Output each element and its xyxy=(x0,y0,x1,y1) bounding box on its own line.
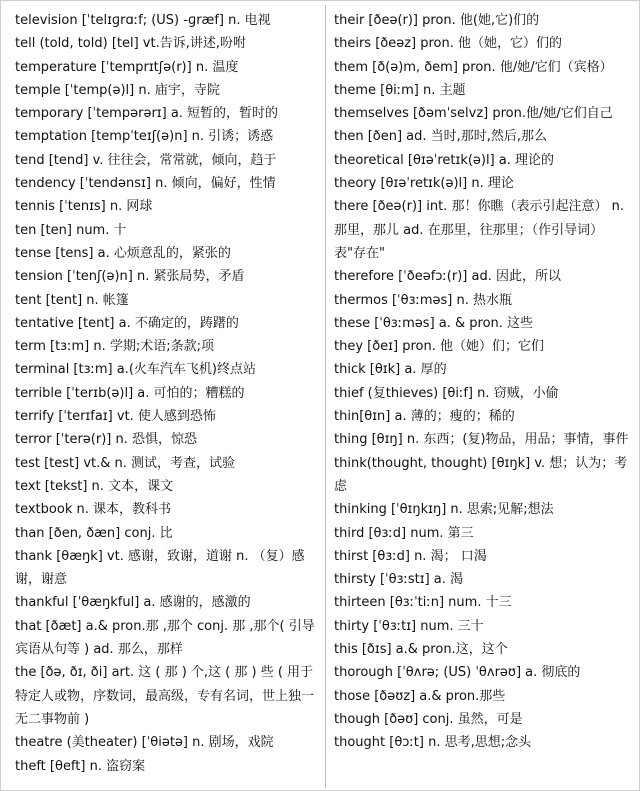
vocab-entry: thorough [ˈθʌrə; (US) ˈθʌrəʊ] a. 彻底的 xyxy=(334,665,581,681)
column-divider xyxy=(325,5,326,788)
vocab-entry: temporary [ˈtempərərɪ] a. 短暂的，暂时的 xyxy=(15,106,279,122)
vocab-entry: thick [θɪk] a. 厚的 xyxy=(334,362,447,378)
vocab-entry: thirsty [ˈθɜːstɪ] a. 渴 xyxy=(334,572,464,588)
vocab-entry: television [ˈtelɪɡrɑːf; (US) -ɡræf] n. 电视 xyxy=(15,13,271,28)
vocab-entry: terrible [ˈterɪb(ə)l] a. 可怕的；糟糕的 xyxy=(15,385,245,401)
vocab-entry: than [ðen, ðæn] conj. 比 xyxy=(15,525,173,541)
vocab-entry: tentative [tent] a. 不确定的，踌躇的 xyxy=(15,315,239,331)
vocab-entry: then [ðen] ad. 当时,那时,然后,那么 xyxy=(334,129,548,145)
vocab-entry: they [ðeɪ] pron. 他（她）们；它们 xyxy=(334,339,544,355)
vocab-entry: terrify [ˈterɪfaɪ] vt. 使人感到恐怖 xyxy=(15,409,216,425)
vocab-entry: tendency [ˈtendənsɪ] n. 倾向，偏好，性情 xyxy=(15,176,276,192)
vocab-entry: thirty [ˈθɜːtɪ] num. 三十 xyxy=(334,618,484,634)
vocab-entry: them [ð(ə)m, ðem] pron. 他/她/它们（宾格） xyxy=(334,59,613,75)
vocab-entry: though [ðəʊ] conj. 虽然，可是 xyxy=(334,711,523,727)
vocab-entry: thirst [θɜːd] n. 渴； 口渴 xyxy=(334,548,487,564)
vocab-entry: theft [θeft] n. 盗窃案 xyxy=(15,758,146,774)
vocab-entry: therefore [ˈðeəfɔː(r)] ad. 因此，所以 xyxy=(334,269,561,285)
vocab-entry: there [ðeə(r)] int. 那！你瞧（表示引起注意） n. 那里，那儿 ad. 在那里，往那里；（作引导词）表"存在" xyxy=(334,199,624,261)
vocab-entry: tennis [ˈtenɪs] n. 网球 xyxy=(15,199,153,215)
vocab-entry: tend [tend] v. 往往会，常常就，倾向，趋于 xyxy=(15,152,277,168)
vocab-entry: those [ðəʊz] a.& pron.那些 xyxy=(334,688,506,704)
right-column xyxy=(334,9,634,755)
vocab-entry: thought [θɔːt] n. 思考,思想;念头 xyxy=(334,735,532,751)
vocab-entry: tense [tens] a. 心烦意乱的，紧张的 xyxy=(15,245,231,261)
vocab-entry: their [ðeə(r)] pron. 他(她,它)们的 xyxy=(334,13,540,28)
vocab-entry: tent [tent] n. 帐篷 xyxy=(15,292,129,308)
vocab-entry: thirteen [θɜːˈtiːn] num. 十三 xyxy=(334,595,512,611)
vocab-entry: theory [θɪəˈretɪk(ə)l] n. 理论 xyxy=(334,176,514,192)
vocab-entry: terminal [tɜːm] a.(火车汽车飞机)终点站 xyxy=(15,362,257,378)
vocab-entry: thing [θɪŋ] n. 东西；(复)物品，用品；事情，事件 xyxy=(334,432,629,448)
vocab-entry: temperature [ˈtemprɪtʃə(r)] n. 温度 xyxy=(15,59,239,75)
vocab-entry: that [ðæt] a.& pron.那 ,那个 conj. 那 ,那个( 引导宾语从句等 ) ad. 那么，那样 xyxy=(15,618,315,658)
vocab-entry: thinking [ˈθɪŋkɪŋ] n. 思索;见解;想法 xyxy=(334,502,554,518)
vocab-entry: temptation [tempˈteɪʃ(ə)n] n. 引诱；诱惑 xyxy=(15,129,274,145)
vocab-entry: thief (复thieves) [θiːf] n. 窃贼，小偷 xyxy=(334,385,559,401)
vocab-entry: terror [ˈterə(r)] n. 恐惧，惊恐 xyxy=(15,432,197,448)
vocab-entry: temple [ˈtemp(ə)l] n. 庙宇，寺院 xyxy=(15,82,220,98)
vocab-entry: theirs [ðeəz] pron. 他（她，它）们的 xyxy=(334,36,563,52)
vocab-entry: tension [ˈtenʃ(ə)n] n. 紧张局势，矛盾 xyxy=(15,269,245,285)
vocab-entry: textbook n. 课本，教科书 xyxy=(15,502,171,518)
vocab-entry: thin[θɪn] a. 薄的；瘦的；稀的 xyxy=(334,409,515,425)
left-column xyxy=(15,9,315,778)
vocab-entry: theoretical [θɪəˈretɪk(ə)l] a. 理论的 xyxy=(334,152,555,168)
vocab-entry: third [θɜːd] num. 第三 xyxy=(334,525,474,541)
vocab-entry: ten [ten] num. 十 xyxy=(15,222,127,238)
vocab-entry: text [tekst] n. 文本，课文 xyxy=(15,478,174,494)
vocab-entry: term [tɜːm] n. 学期;术语;条款;项 xyxy=(15,339,214,355)
vocab-entry: this [ðɪs] a.& pron.这，这个 xyxy=(334,642,508,658)
vocab-entry: themselves [ðəmˈselvz] pron.他/她/它们自己 xyxy=(334,106,613,122)
vocab-entry: theatre (美theater) [ˈθiətə] n. 剧场，戏院 xyxy=(15,735,274,751)
vocab-entry: thermos [ˈθɜːməs] n. 热水瓶 xyxy=(334,292,513,308)
vocab-entry: the [ðə, ðɪ, ði] art. 这 ( 那 ) 个,这 ( 那 ) 些 ( 用于特定人或物，序数词，最高级，专有名词，世上独一 无二事物前 ) xyxy=(15,665,315,727)
vocab-entry: thankful [ˈθæŋkful] a. 感谢的，感激的 xyxy=(15,595,251,611)
vocab-entry: thank [θæŋk] vt. 感谢，致谢，道谢 n. （复）感谢，谢意 xyxy=(15,548,305,588)
vocab-entry: think(thought, thought) [θɪŋk] v. 想；认为；考虑 xyxy=(334,455,628,494)
vocab-entry: theme [θiːm] n. 主题 xyxy=(334,82,466,98)
vocab-entry: test [test] vt.& n. 测试，考查，试验 xyxy=(15,455,236,471)
vocab-entry: these [ˈθɜːməs] a. & pron. 这些 xyxy=(334,315,534,331)
vocab-entry: tell (told, told) [tel] vt.告诉,讲述,吩咐 xyxy=(15,36,246,52)
